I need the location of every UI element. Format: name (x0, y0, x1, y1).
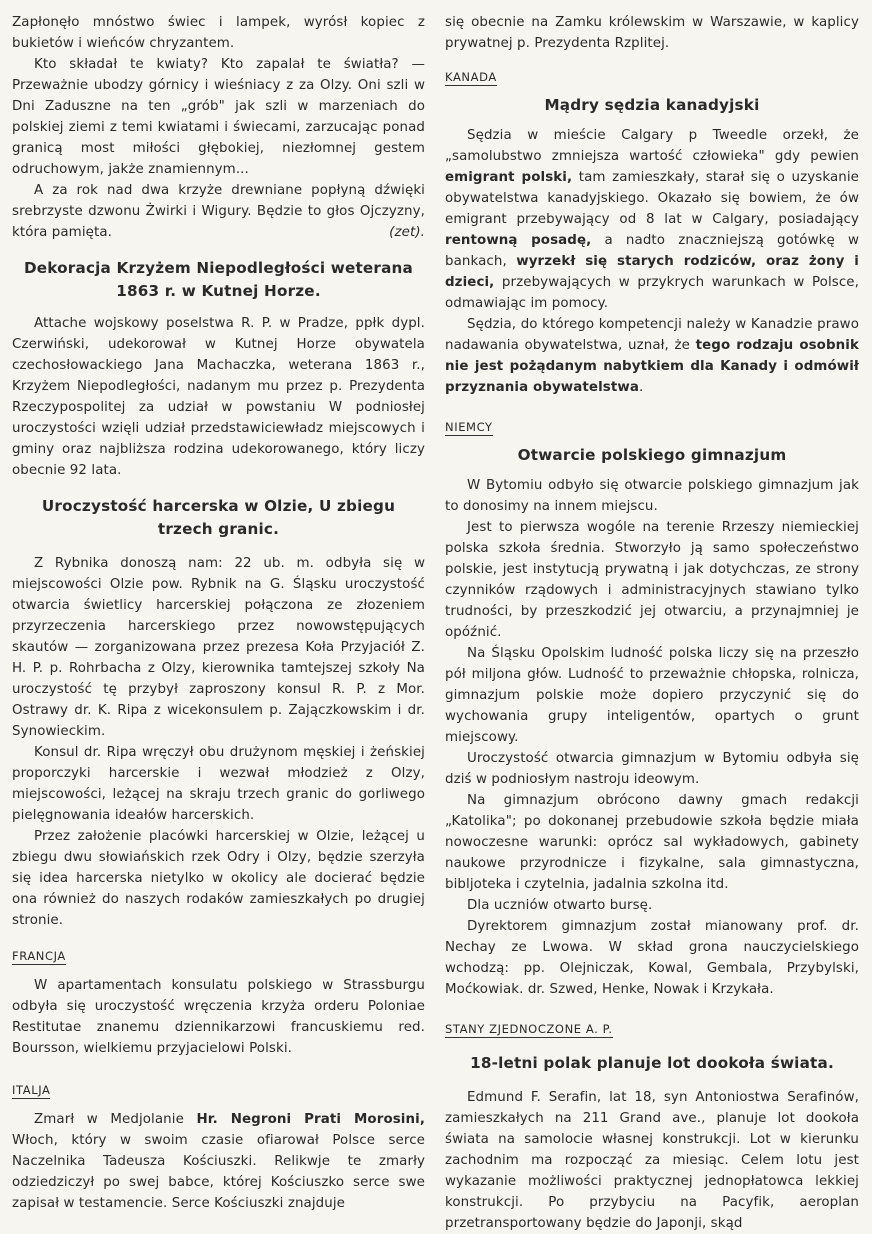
niemcy-paragraph: W Bytomiu odbyło się otwarcie polskiego gimnazjum jak to donosimy na innem miejscu. (445, 478, 859, 514)
stany-body (445, 1087, 859, 1234)
niemcy-paragraph: Na Śląsku Opolskim ludność polska liczy się na przeszło pół miljona głów. Ludność to przeważnie chłopska, rolnicza, gimnazjum polskie może dopiero przyczynić się do wychowania grupy inteligentów, opartych o grunt miejscowy. (445, 646, 859, 745)
francja-body (12, 975, 425, 1059)
niemcy-paragraph: Jest to pierwsza wogóle na terenie Rrzeszy niemieckiej polska szkoła średnia. Stworzyło ją samo społeczeństwo polskie, jest instytucją prywatną i jak dotychczas, ze strony czynników rządowych i administracyjnych stawiano tylko trudności, by przeszkodzić jej otwarciu, a przynajmniej je opóźnić. (445, 520, 859, 640)
stany-paragraph: Edmund F. Serafin, lat 18, syn Antoniostwa Serafinów, zamieszkałych na 211 Grand ave., planuje lot dookoła świata na samolocie własnej konstrukcji. Lot w kierunku zachodnim ma rozpocząć za miesiąc. Celem lotu jest wykazanie możliwości praktycznej jednopłatowca lekkiej konstrukcji. Po przybyciu na Pacyfik, aeroplan przetransportowany będzie do Japonji, skąd (445, 1090, 859, 1231)
section-label-kanada: KANADA (445, 70, 497, 84)
niemcy-section (445, 416, 859, 436)
kanada-text: przebywających w przykrych warunkach w Polsce, odmawiając im pomocy. (445, 275, 859, 311)
niemcy-paragraph: Dyrektorem gimnazjum został mianowany prof. dr. Nechay ze Lwowa. W skład grona nauczycielskiego wchodzą: pp. Olejniczak, Kowal, Gembala, Przybylski, Moćkowiak. dr. Szwed, Henke, Nowak i Krzykała. (445, 919, 859, 997)
harcerska-title: Uroczystość harcerska w Olzie, U zbiegu trzech granic. (41, 497, 396, 538)
dekoracja-body (12, 313, 425, 481)
dekoracja-paragraph: Attache wojskowy poselstwa R. P. w Pradze, ppłk dypl. Czerwiński, udekorował w Kutnej Horze obywatela czechosłowackiego Jana Machaczka, weterana 1863 r., Krzyżem Niepodległości, nadanym mu przez p. Prezydenta Rzeczypospolitej za udział w powstaniu W podniosłej uroczystości wzięli udział przedstawiciewładz miejscowych i gminy oraz najbliższa rodzina udekorowanego, który liczy obecnie 92 lata. (12, 316, 425, 478)
stany-title: 18-letni polak planuje lot dookoła świata. (470, 1054, 834, 1072)
kanada-text: . (638, 380, 644, 395)
harcerska-paragraph: Konsul dr. Ripa wręczył obu drużynom męskiej i żeńskiej proporczyki harcerskie i wezwał młodzież z Olzy, miejscowości, leżącej na skraju trzech granic do gorliwego pielęgnowania ideałów harcerskich. (12, 745, 425, 823)
kanada-section (445, 66, 859, 86)
francja-paragraph: W apartamentach konsulatu polskiego w Strassburgu odbyła się uroczystość wręczenia krzyża orderu Poloniae Restitutae znanemu dziennikarzowi francuskiemu red. Boursson, wielkiemu przyjacielowi Polski. (12, 978, 425, 1056)
stany-section (445, 1018, 859, 1038)
kanada-bold: tego rodzaju osobnik nie jest pożądanym nabytkiem dla Kanady i odmówił przyznania obywatelstwa (445, 338, 859, 395)
left-column (12, 12, 425, 1214)
intro-paragraph: Kto składał te kwiaty? Kto zapalał te światła? — Przeważnie ubodzy górnicy i wieśniacy z za Olzy. Oni szli w Dni Zaduszne na ten „grób" jak szli w marzeniach do polskiej ziemi z temi kwiatami i świecami, zarzucając ponad granicą most miłości głębokiej, niezłomnej gestem odruchowym, jakże znamiennym... (12, 57, 425, 177)
niemcy-title: Otwarcie polskiego gimnazjum (517, 446, 787, 464)
section-label-francja: FRANCJA (12, 949, 66, 963)
harcerska-body (12, 553, 425, 931)
intro-text: A za rok nad dwa krzyże drewniane popłyną dźwięki srebrzyste dzwonu Żwirki i Wigury. Będzie to głos Ojczyzny, która pamięta. (12, 183, 425, 240)
kanada-text: tam zamieszkały, starał się o uzyskanie obywatelstwa kanadyjskiego. Okazało się bowiem, że ów emigrant przebywający od 8 lat w Calgary, posiadający (445, 170, 859, 227)
niemcy-paragraph: Dla uczniów otwarto bursę. (467, 898, 653, 913)
intro-signature: (zet). (389, 225, 425, 240)
italja-paragraph (12, 1109, 425, 1214)
kanada-text: a nadto znaczniejszą gotówkę w bankach, (445, 233, 859, 269)
kanada-text: Sędzia w mieście Calgary p Tweedle orzekł, że „samolubstwo zmniejsza wartość człowieka" gdy pewien (445, 128, 859, 164)
niemcy-paragraph: Na gimnazjum obrócono dawny gmach redakcji „Katolika"; po dokonanej przebudowie szkoła będzie miała nowoczesne warunki: oprócz sal wykładowych, gabinety naukowe przyrodnicze i fizykalne, sala gimnastyczna, bibljoteka i czytelnia, jadalnia szkolna itd. (445, 793, 859, 892)
section-label-italja: ITALJA (12, 1083, 51, 1097)
section-label-niemcy: NIEMCY (445, 420, 493, 434)
italja-body (12, 1109, 425, 1214)
harcerska-paragraph: Przez założenie placówki harcerskiej w Olzie, leżącej u zbiegu dwu słowiańskich rzek Odry i Olzy, będzie szerzyła się idea harcerska nietylko w okolicy ale docierać będzie ona również do naszych rodaków zamieszkałych po drugiej stronie. (12, 829, 425, 928)
dekoracja-title: Dekoracja Krzyżem Niepodległości weterana 1863 r. w Kutnej Horze. (23, 259, 414, 300)
francja-section (12, 945, 425, 965)
italja-bold: Hr. Negroni Prati Morosini, (196, 1112, 426, 1127)
italja-text: Zmarł w Medjolanie (34, 1112, 197, 1127)
italja-section (12, 1079, 425, 1099)
harcerska-paragraph: Z Rybnika donoszą nam: 22 ub. m. odbyła się w miejscowości Olzie pow. Rybnik na G. Śląsku uroczystość otwarcia świetlicy harcerskiej połączona ze złozeniem przyrzeczenia harcerskiego przez nowowstępujących skautów — zorganizowana przez prezesa Koła Przyjaciół Z. H. P. p. Rohrbacha z Olzy, kierownika tamtejszej szkoły Na uroczystość tę przybył zaproszony konsul R. P. z Mor. Ostrawy dr. K. Ripa z wicekonsulem p. Zajączkowskim i dr. Synowieckim. (12, 556, 425, 739)
kanada-bold: emigrant polski, (445, 170, 573, 185)
section-label-stany: STANY ZJEDNOCZONE A. P. (445, 1022, 613, 1036)
kanada-paragraph (445, 125, 859, 314)
kanada-paragraph (445, 314, 859, 398)
intro-paragraph: Zapłonęło mnóstwo świec i lampek, wyrósł kopiec z bukietów i wieńców chryzantem. (12, 15, 425, 51)
niemcy-paragraph: Uroczystość otwarcia gimnazjum w Bytomiu odbyła się dziś w podniosłym nastroju ideowym. (445, 751, 859, 787)
kanada-bold: wyrzekł się starych rodziców, oraz żony i dzieci, (445, 254, 859, 290)
kanada-bold: rentowną posadę, (445, 233, 592, 248)
kanada-title: Mądry sędzia kanadyjski (544, 96, 760, 114)
kanada-body (445, 125, 859, 398)
kanada-text: Sędzia, do którego kompetencji należy w Kanadzie prawo nadawania obywatelstwa, uznał, że (445, 317, 859, 353)
right-column (445, 12, 859, 1234)
intro-paragraph (12, 180, 425, 243)
italja-text: Włoch, który w swoim czasie ofiarował Polsce serce Naczelnika Tadeusza Kościuszki. Relikwje te zmarły odziedziczył po swej babce, której Kościuszko serce swe zapisał w testamencie. Serce Kościuszki znajduje (12, 1133, 425, 1211)
italja-continuation: się obecnie na Zamku królewskim w Warszawie, w kaplicy prywatnej p. Prezydenta Rzplitej. (445, 15, 859, 51)
niemcy-body (445, 475, 859, 1000)
